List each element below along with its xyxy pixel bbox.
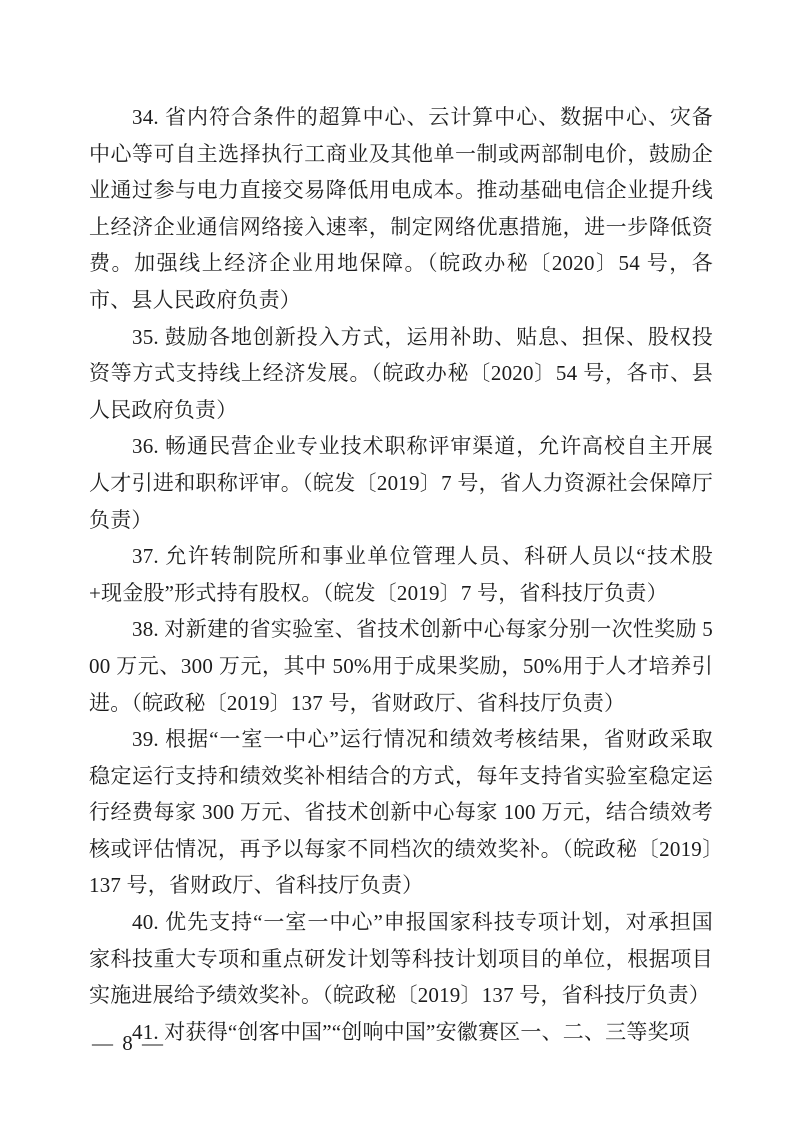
policy-item-38: 38. 对新建的省实验室、省技术创新中心每家分别一次性奖励 500 万元、300 万元，其中 50%用于成果奖励，50%用于人才培养引进。（皖政秘〔2019〕137 号，省财政厅、省科技厅负责） xyxy=(89,617,713,715)
policy-item-34: 34. 省内符合条件的超算中心、云计算中心、数据中心、灾备中心等可自主选择执行工商业及其他单一制或两部制电价，鼓励企业通过参与电力直接交易降低用电成本。推动基础电信企业提升线上经济企业通信网络接入速率，制定网络优惠措施，进一步降低资费。加强线上经济企业用地保障。（皖政办秘〔2020〕54 号，各市、县人民政府负责） xyxy=(89,105,713,312)
document-body xyxy=(89,99,713,1050)
policy-item-40: 40. 优先支持“一室一中心”申报国家科技专项计划，对承担国家科技重大专项和重点研发计划等科技计划项目的单位，根据项目实施进展给予绩效奖补。（皖政秘〔2019〕137 号，省科技厅负责） xyxy=(89,910,713,1008)
policy-item-39: 39. 根据“一室一中心”运行情况和绩效考核结果，省财政采取稳定运行支持和绩效奖补相结合的方式，每年支持省实验室稳定运行经费每家 300 万元、省技术创新中心每家 100 万元，结合绩效考核或评估情况，再予以每家不同档次的绩效奖补。（皖政秘〔2019〕137 号，省财政厅、省科技厅负责） xyxy=(89,727,713,898)
policy-item-37: 37. 允许转制院所和事业单位管理人员、科研人员以“技术股+现金股”形式持有股权。（皖发〔2019〕7 号，省科技厅负责） xyxy=(89,544,713,605)
policy-item-36: 36. 畅通民营企业专业技术职称评审渠道，允许高校自主开展人才引进和职称评审。（皖发〔2019〕7 号，省人力资源社会保障厅负责） xyxy=(89,434,713,532)
page-number: — 8 — xyxy=(92,1031,165,1055)
policy-item-35: 35. 鼓励各地创新投入方式，运用补助、贴息、担保、股权投资等方式支持线上经济发展。（皖政办秘〔2020〕54 号，各市、县人民政府负责） xyxy=(89,324,713,422)
policy-item-41: 41. 对获得“创客中国”“创响中国”安徽赛区一、二、三等奖项 xyxy=(132,1019,690,1044)
